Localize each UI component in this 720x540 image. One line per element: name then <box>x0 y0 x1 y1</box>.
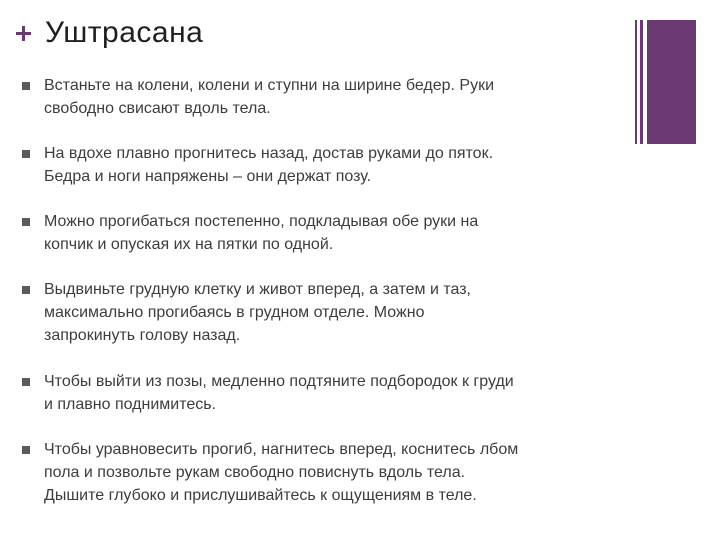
accent-decoration-line <box>635 20 637 144</box>
bullet-square-icon <box>22 82 30 90</box>
bullet-text-line: максимально прогибаясь в грудном отделе. Можно <box>44 304 425 321</box>
bullet-text-line: На вдохе плавно прогнитесь назад, достав руками до пяток. <box>44 145 494 162</box>
bullet-text-line: запрокинуть голову назад. <box>44 327 241 344</box>
bullet-square-icon <box>22 378 30 386</box>
bullet-text-line: Чтобы выйти из позы, медленно подтяните подбородок к груди <box>44 373 514 390</box>
bullet-text-line: пола и позвольте рукам свободно повиснуть вдоль тела. <box>44 464 466 481</box>
bullet-text-line: свободно свисают вдоль тела. <box>44 100 271 117</box>
bullet-square-icon <box>22 286 30 294</box>
bullet-square-icon <box>22 446 30 454</box>
bullet-text <box>44 438 600 507</box>
bullet-text <box>44 278 600 347</box>
bullet-text-line: Встаньте на колени, колени и ступни на ширине бедер. Руки <box>44 77 495 94</box>
accent-decoration-line <box>640 20 643 144</box>
bullet-text <box>44 142 600 188</box>
plus-icon <box>16 26 31 41</box>
bullet-text-line: Чтобы уравновесить прогиб, нагнитесь вперед, коснитесь лбом <box>44 441 519 458</box>
bullet-text <box>44 370 600 416</box>
bullet-square-icon <box>22 150 30 158</box>
bullet-text-line: Выдвиньте грудную клетку и живот вперед, а затем и таз, <box>44 281 471 298</box>
bullet-square-icon <box>22 218 30 226</box>
bullet-text-line: Можно прогибаться постепенно, подкладывая обе руки на <box>44 213 479 230</box>
bullet-text-line: копчик и опуская их на пятки по одной. <box>44 236 334 253</box>
bullet-text <box>44 210 600 256</box>
bullet-text <box>44 74 600 120</box>
bullet-text-line: Бедра и ноги напряжены – они держат позу. <box>44 168 372 185</box>
bullet-text-line: Дышите глубоко и прислушивайтесь к ощущениям в теле. <box>44 487 477 504</box>
slide-title: Уштрасана <box>45 16 204 49</box>
accent-decoration-block <box>647 20 696 144</box>
bullet-text-line: и плавно поднимитесь. <box>44 396 217 413</box>
